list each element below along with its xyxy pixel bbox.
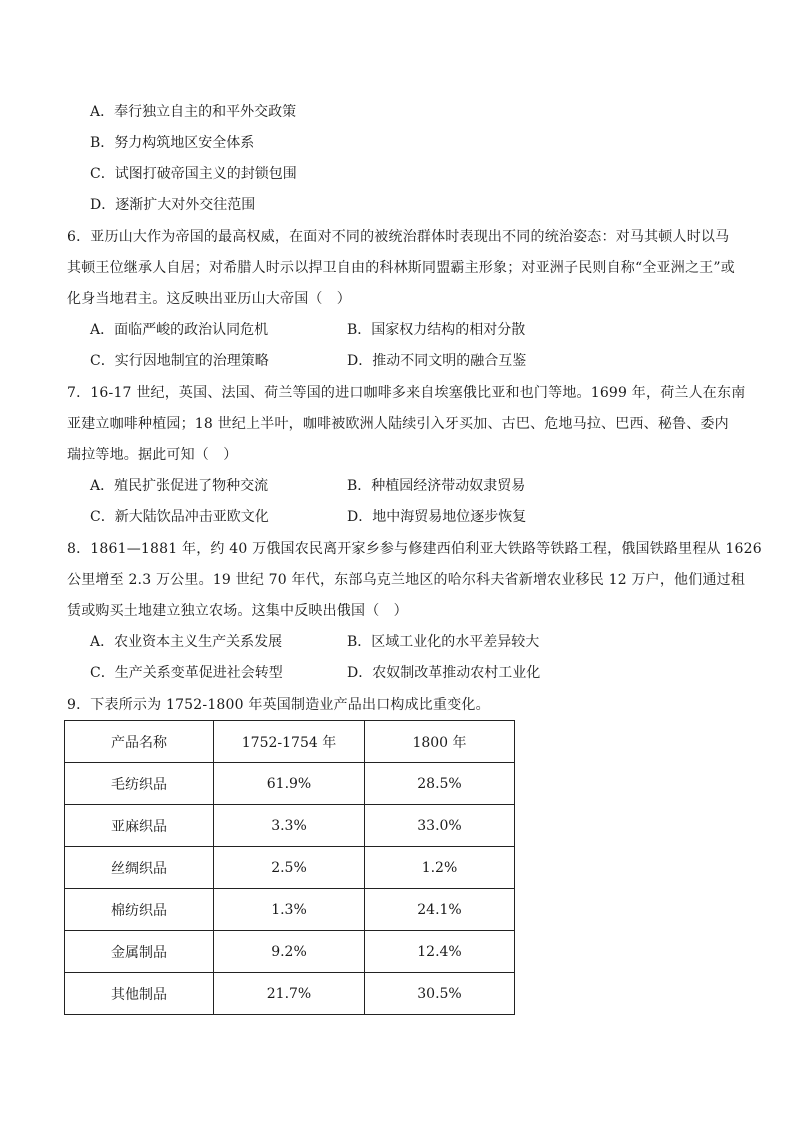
q8-options-row xyxy=(90,632,540,652)
table-cell: 金属制品 xyxy=(65,931,214,973)
table-row xyxy=(65,805,515,847)
q6-stem-line: 6．亚历山大作为帝国的最高权威，在面对不同的被统治群体时表现出不同的统治姿态：对马其顿人时以马 xyxy=(67,229,730,245)
table-row xyxy=(65,889,515,931)
q7-stem-line: 瑞拉等地。据此可知（ ） xyxy=(67,447,238,463)
table-cell: 28.5% xyxy=(365,763,515,805)
q8-option-b: B．区域工业化的水平差异较大 xyxy=(347,634,540,650)
table-cell: 毛纺织品 xyxy=(65,763,214,805)
table-cell: 30.5% xyxy=(365,973,515,1015)
q8-stem-line: 8．1861—1881 年，约 40 万俄国农民离开家乡参与修建西伯利亚大铁路等铁路工程，俄国铁路里程从 1626 xyxy=(67,541,762,557)
table-cell: 2.5% xyxy=(214,847,365,889)
table-cell: 亚麻织品 xyxy=(65,805,214,847)
q8-option-a: A．农业资本主义生产关系发展 xyxy=(90,634,283,650)
q8-option-d: D．农奴制改革推动农村工业化 xyxy=(347,665,541,681)
q5-option-a: A．奉行独立自主的和平外交政策 xyxy=(90,104,297,120)
table-header: 产品名称 xyxy=(65,721,214,763)
table-cell: 1.3% xyxy=(214,889,365,931)
q7-option-c: C．新大陆饮品冲击亚欧文化 xyxy=(90,509,269,525)
q6-stem-line: 化身当地君主。这反映出亚历山大帝国（ ） xyxy=(67,291,351,307)
q7-option-a: A．殖民扩张促进了物种交流 xyxy=(90,478,269,494)
q8-options-row xyxy=(90,663,541,683)
q8-stem-line: 赁或购买土地建立独立农场。这集中反映出俄国（ ） xyxy=(67,603,408,619)
q6-option-c: C．实行因地制宜的治理策略 xyxy=(90,353,269,369)
q6-options-row xyxy=(90,320,526,340)
table-cell: 12.4% xyxy=(365,931,515,973)
table-cell: 21.7% xyxy=(214,973,365,1015)
table-row xyxy=(65,931,515,973)
q9-stem: 9．下表所示为 1752-1800 年英国制造业产品出口构成比重变化。 xyxy=(67,697,490,713)
export-table xyxy=(64,720,515,1015)
q6-stem-line: 其顿王位继承人自居；对希腊人时示以捍卫自由的科林斯同盟霸主形象；对亚洲子民则自称“全亚洲之王”或 xyxy=(67,260,735,276)
q8-option-c: C．生产关系变革促进社会转型 xyxy=(90,665,283,681)
table-cell: 棉纺织品 xyxy=(65,889,214,931)
table-header: 1800 年 xyxy=(365,721,515,763)
q7-stem-line: 7．16-17 世纪，英国、法国、荷兰等国的进口咖啡多来自埃塞俄比亚和也门等地。1699 年，荷兰人在东南 xyxy=(67,385,746,401)
q7-option-d: D．地中海贸易地位逐步恢复 xyxy=(347,509,527,525)
table-cell: 9.2% xyxy=(214,931,365,973)
table-cell: 1.2% xyxy=(365,847,515,889)
q5-option-c: C．试图打破帝国主义的封锁包围 xyxy=(90,166,297,182)
table-cell: 丝绸织品 xyxy=(65,847,214,889)
q6-options-row xyxy=(90,351,527,371)
table-row xyxy=(65,973,515,1015)
q7-option-b: B．种植园经济带动奴隶贸易 xyxy=(347,478,526,494)
table-header: 1752-1754 年 xyxy=(214,721,365,763)
q7-stem-line: 亚建立咖啡种植园；18 世纪上半叶，咖啡被欧洲人陆续引入牙买加、古巴、危地马拉、巴西、秘鲁、委内 xyxy=(67,416,729,432)
q7-options-row xyxy=(90,476,526,496)
table-cell: 61.9% xyxy=(214,763,365,805)
table-row xyxy=(65,847,515,889)
q8-stem-line: 公里增至 2.3 万公里。19 世纪 70 年代，东部乌克兰地区的哈尔科夫省新增农业移民 12 万户，他们通过租 xyxy=(67,572,746,588)
table-row xyxy=(65,763,515,805)
q5-option-d: D．逐渐扩大对外交往范围 xyxy=(90,197,256,213)
table-cell: 33.0% xyxy=(365,805,515,847)
q5-option-b: B．努力构筑地区安全体系 xyxy=(90,135,255,151)
table-header-row xyxy=(65,721,515,763)
table-cell: 其他制品 xyxy=(65,973,214,1015)
q6-option-b: B．国家权力结构的相对分散 xyxy=(347,322,526,338)
q7-options-row xyxy=(90,507,527,527)
table-cell: 24.1% xyxy=(365,889,515,931)
q6-option-a: A．面临严峻的政治认同危机 xyxy=(90,322,269,338)
table-cell: 3.3% xyxy=(214,805,365,847)
q6-option-d: D．推动不同文明的融合互鉴 xyxy=(347,353,527,369)
